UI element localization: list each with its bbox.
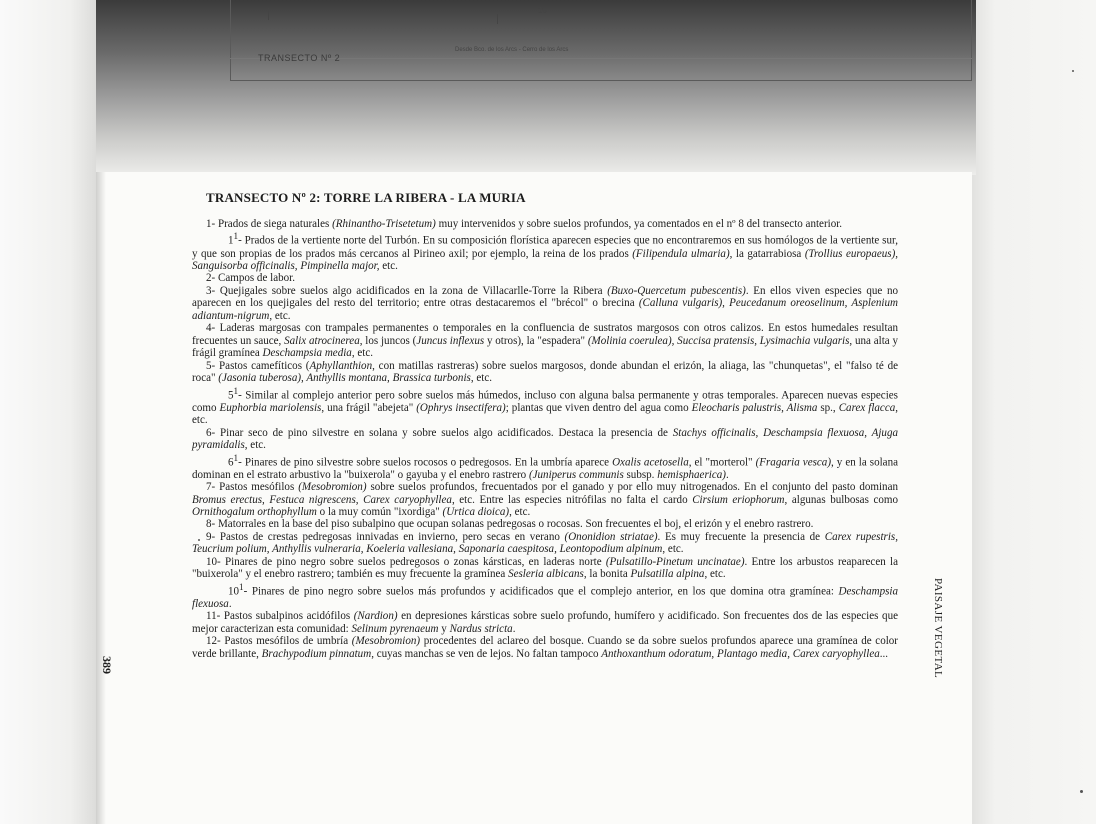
right-scan-margin xyxy=(970,0,1096,824)
paragraph: 8- Matorrales en la base del piso subalpino que ocupan solanas pedregosas o rocosas. Son frecuentes el boj, el erizón y el enebro rastrero. xyxy=(206,518,814,531)
paragraph: 10- Pinares de pino negro sobre suelos pedregosos o zonas kársticas, en laderas norte (Pulsatillo-Pinetum uncinatae). Entre los arbustos reaparecen la "buixerola" y el enebro rastrero; también es muy frecuente la gramínea Sesleria albicans, la bonita Pulsatilla alpina, etc. xyxy=(192,555,898,581)
figure-frame xyxy=(230,0,972,81)
paragraph: 1- Prados de siega naturales (Rhinantho-Trisetetum) muy intervenidos y sobre suelos profundos, ya comentados en el nº 8 del transecto anterior. xyxy=(206,218,843,230)
left-scan-margin xyxy=(0,0,100,824)
figure-tick xyxy=(268,8,269,20)
body-text xyxy=(192,218,898,660)
section-title: TRANSECTO Nº 2: TORRE LA RIBERA - LA MURIA xyxy=(206,190,526,205)
paragraph: 3- Quejigales sobre suelos algo acidificados en la zona de Villacarlle-Torre la Ribera (Buxo-Quercetum pubescentis). En ellos viven especies que no aparecen en los quejigales del resto del territorio; entre otras destacaremos el "brécol" o brecina (Calluna vulgaris), Peucedanum oreoselinum, Asplenium adiantum-nigrum, etc. xyxy=(192,284,898,322)
paragraph: 9- Pastos de crestas pedregosas innivadas en invierno, pero secas en verano (Ononidion striatae). Es muy frecuente la presencia de Carex rupestris, Teucrium polium, Anthyllis vulneraria, Koeleria vallesiana, Saponaria caespitosa, Leontopodium alpinum, etc. xyxy=(192,530,898,556)
paragraph: $1^1-$ Prados de la vertiente norte del Turbón. En su composición florística aparecen especies que no encontraremos en sus homólogos de la vertiente sur, y que son propias de los prados más cercanos al Pirineo axil; por ejemplo, la reina de los prados (Filipendula ulmaria), la gatarrabiosa (Trollius europaeus), Sanguisorba officinalis, Pimpinella major, etc. xyxy=(192,231,899,273)
figure-tick xyxy=(497,14,498,24)
figure-caption: Desde Bco. de los Arcs - Cerro de los Arcs xyxy=(455,47,569,53)
paragraph: $10^1-$ Pinares de pino negro sobre suelos más profundos y acidificados que el complejo anterior, en los que domina otra gramínea: Deschampsia flexuosa. xyxy=(192,581,898,610)
paragraph: 4- Laderas margosas con trampales permanentes o temporales en la confluencia de sustratos margosos con otros calizos. En estos humedales resultan frecuentes un sauce, Salix atrocinerea, los juncos (Juncus inflexus y otros), la "espadera" (Molinia coerulea), Succisa pratensis, Lysimachia vulgaris, una alta y frágil gramínea Deschampsia media, etc. xyxy=(192,322,898,360)
page-number: 389 xyxy=(100,656,114,674)
figure-baseline xyxy=(230,58,972,59)
paragraph: 5- Pastos camefíticos (Aphyllanthion, con matillas rastreras) sobre suelos margosos, donde abundan el erizón, la aliaga, las "chunquetas", el "falso té de roca" (Jasonia tuberosa), Anthyllis montana, Brassica turbonis, etc. xyxy=(192,359,898,385)
scan-speck xyxy=(198,539,200,541)
paragraph: $5^1-$ Similar al complejo anterior pero sobre suelos más húmedos, incluso con alguna balsa permanente y otras temporales. Aparecen nuevas especies como Euphorbia mariolensis, una frágil "abejeta" (Ophrys insectifera); plantas que viven dentro del agua como Eleocharis palustris, Alisma sp., Carex flacca, etc. xyxy=(192,385,899,427)
paragraph: 2- Campos de labor. xyxy=(206,272,295,285)
paragraph: 7- Pastos mesófilos (Mesobromion) sobre suelos profundos, frecuentados por el ganado y por ello muy nitrogenados. En el conjunto del pasto dominan Bromus erectus, Festuca nigrescens, Carex caryophyllea, etc. Entre las especies nitrófilas no falta el cardo Cirsium eriophorum, algunas bulbosas como Ornithogalum orthophyllum o la muy común "ixordiga" (Urtica dioica), etc. xyxy=(192,481,898,518)
paragraph: $6^1-$ Pinares de pino silvestre sobre suelos rocosos o pedregosos. En la umbría aparece Oxalis acetosella, el "morterol" (Fragaria vesca), y en la solana dominan en el estrato arbustivo la "buixerola" o gayuba y el enebro rastrero (Juniperus communis subsp. hemisphaerica). xyxy=(192,452,898,481)
paragraph: 12- Pastos mesófilos de umbría (Mesobromion) procedentes del aclareo del bosque. Cuando se da sobre suelos profundos aparece una gramínea de color verde brillante, Brachypodium pinnatum, cuyas manchas se ven de lejos. No faltan tampoco Anthoxanthum odoratum, Plantago media, Carex caryophyllea... xyxy=(192,635,898,660)
figure-transect-label: TRANSECTO Nº 2 xyxy=(258,53,341,63)
running-head: PAISAJE VEGETAL xyxy=(932,578,944,679)
figure-number: 10 xyxy=(538,6,547,15)
page-fold-shadow xyxy=(96,172,106,824)
scan-speck xyxy=(1072,70,1074,72)
paragraph: 6- Pinar seco de pino silvestre en solana y sobre suelos algo acidificados. Destaca la presencia de Stachys officinalis, Deschampsia flexuosa, Ajuga pyramidalis, etc. xyxy=(192,426,898,452)
paragraph: 11- Pastos subalpinos acidófilos (Nardion) en depresiones kársticas sobre suelo profundo, humífero y acidificado. Son frecuentes dos de las especies que mejor caracterizan esta comunidad: Selinum pyrenaeum y Nardus stricta. xyxy=(192,610,898,635)
scan-speck xyxy=(1080,790,1083,793)
